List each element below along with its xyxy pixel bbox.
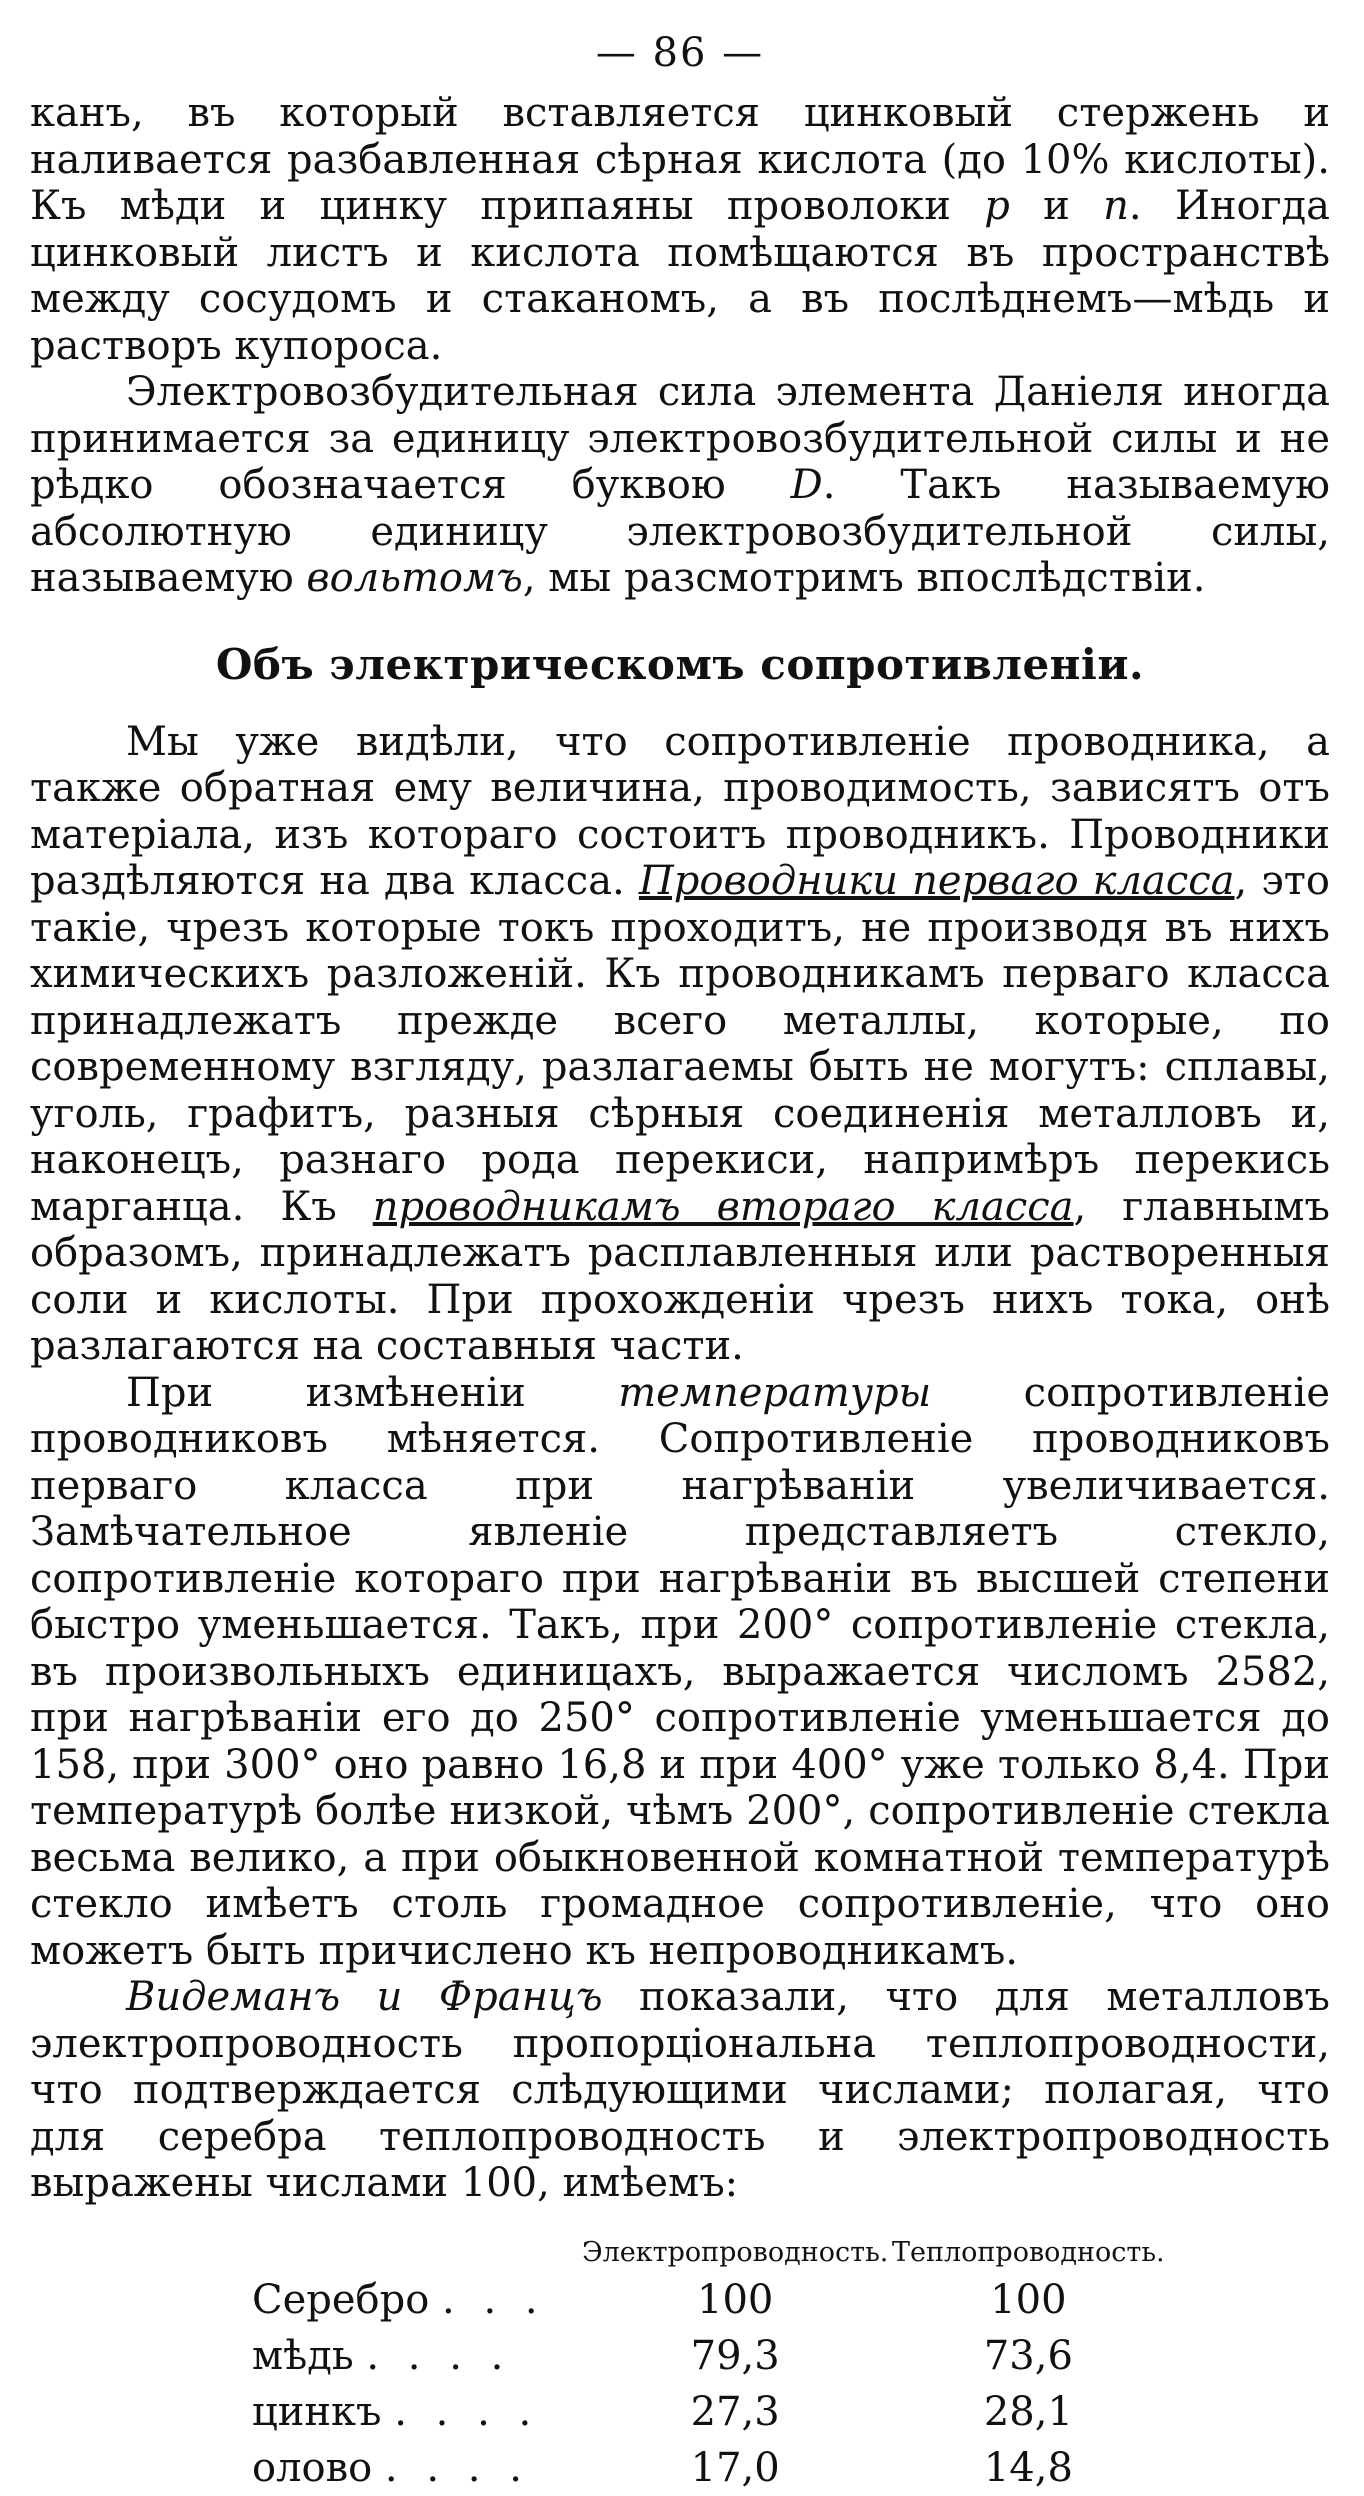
electric-value: 79,3 [690,2332,780,2379]
text-run: При измѣненіи [126,1369,619,1416]
thermal-value: 73,6 [983,2332,1073,2379]
text-run: показали, что для металловъ электропроводность пропорціональна теплопроводности, что подтверждается слѣдующими числами; полагая, что для серебра теплопроводность и электропроводность выражены числами 100, имѣемъ: [30,1974,1331,2206]
leader-dots: . . . . [394,2388,540,2435]
header-empty [252,2237,582,2272]
term-volt: вольтомъ [306,555,523,601]
text-run: . Иногда цинковый листъ и кислота помѣщаются въ пространствѣ между сосудомъ и стаканомъ, а въ послѣднемъ—мѣдь и растворъ купороса. [30,183,1330,369]
leader-dots: . . . . [366,2332,512,2379]
paragraph-5 [30,1974,1330,2207]
text-run: , главнымъ образомъ, принадлежатъ расплавленныя или растворенныя соли и кислоты. При прохожденіи чрезъ нихъ тока, онѣ разлагаются на составныя части. [30,1183,1330,1369]
symbol-p: p [984,183,1010,229]
paragraph-3 [30,719,1330,1370]
text-run: , это такіе, чрезъ которые токъ проходитъ, не производя въ нихъ химическихъ разложеній. Къ проводникамъ перваго класса принадлежатъ прежде всего металлы, которые, по современному взгляду, разлагаемы быть не могутъ: сплавы, уголь, графитъ, разныя сѣрныя соединенія металловъ и, наконецъ, разнаго рода перекиси, напримѣръ перекись марганца. Къ [30,858,1330,1230]
metal-name: цинкъ [252,2388,382,2435]
electric-value: 100 [697,2276,774,2323]
thermal-value: 100 [990,2276,1067,2323]
authors-names: Видеманъ и Францъ [126,1974,603,2020]
text-run: , мы разсмотримъ впослѣдствіи. [522,555,1206,601]
text-run: . Такъ называемую абсолютную единицу электровозбудительной силы, называемую [30,462,1330,601]
metal-cell [252,2328,582,2384]
page-number: — 86 — [595,30,765,76]
header-electric: Электропроводность. [582,2236,889,2268]
conductivity-table [252,2237,1168,2496]
text-run: сопротивленіе проводниковъ мѣняется. Сопротивленіе проводниковъ перваго класса при нагрѣваніи увеличивается. Замѣчательное явленіе представляетъ стекло, сопротивленіе котораго при нагрѣваніи въ высшей степени быстро уменьшается. Такъ, при 200° сопротивленіе стекла, въ произвольныхъ единицахъ, выражается числомъ 2582, при нагрѣваніи его до 250° сопротивленіе уменьшается до 158, при 300° оно равно 16,8 и при 400° уже только 8,4. При температурѣ болѣе низкой, чѣмъ 200°, сопротивленіе стекла весьма велико, а при обыкновенной комнатной температурѣ стекло имѣетъ столь громадное сопротивленіе, что оно можетъ быть причислено къ непроводникамъ. [30,1369,1331,1974]
electric-value: 17,0 [690,2444,780,2491]
table-row [252,2328,1168,2384]
table-row [252,2384,1168,2440]
paragraph-2 [30,369,1330,602]
metal-name: мѣдь [252,2332,354,2379]
text-run: Мы уже видѣли, что сопротивленіе проводника, а также обратная ему величина, проводимость, зависятъ отъ матеріала, изъ котораго состоитъ проводникъ. Проводники раздѣляются на два класса. [30,718,1330,904]
metal-cell [252,2384,582,2440]
electric-value: 27,3 [690,2388,780,2435]
section-heading: Объ электрическомъ сопротивленіи. [215,639,1145,689]
thermal-value: 14,8 [983,2444,1073,2491]
metal-cell [252,2440,582,2496]
term-first-class: Проводники перваго класса [638,858,1235,904]
symbol-n: n [1103,183,1129,229]
leader-dots: . . . [442,2276,546,2323]
header-thermal: Теплопроводность. [892,2236,1165,2268]
term-second-class: проводникамъ втораго класса [372,1183,1074,1230]
table-row [252,2272,1168,2328]
table-row [252,2440,1168,2496]
term-temperature: температуры [618,1369,932,1416]
metal-name: Серебро [252,2276,430,2323]
paragraph-1 [30,90,1330,369]
text-run: канъ, въ который вставляется цинковый стержень и наливается разбавленная сѣрная кислота (до 10% кислоты). Къ мѣди и цинку припаяны проволоки [30,90,1330,229]
book-page [30,30,1330,2496]
metal-cell [252,2272,582,2328]
thermal-value: 28,1 [983,2388,1073,2435]
text-run: и [1009,183,1104,229]
metal-name: олово [252,2444,373,2491]
paragraph-4 [30,1370,1330,1975]
leader-dots: . . . . [384,2444,530,2491]
text-run: Электровозбудительная сила элемента Даніеля иногда принимается за единицу электровозбудительной силы и не рѣдко обозначается буквою [30,369,1330,508]
table-header-row [252,2237,1168,2272]
symbol-d: D [790,462,823,508]
